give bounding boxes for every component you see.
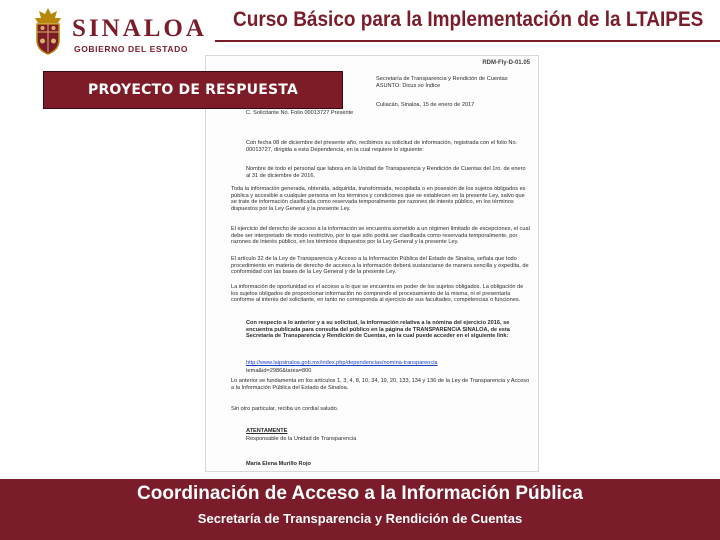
signature-label: ATENTAMENTE xyxy=(246,428,288,434)
state-shield-icon xyxy=(33,6,63,56)
footer-subtitle: Secretaría de Transparencia y Rendición de Cuentas xyxy=(197,511,523,526)
logo-name: SINALOA xyxy=(72,15,207,42)
document-paragraph-1: Con fecha 08 de diciembre del presente año, recibimos su solicitud de información, registrada con el folio No. 00013727, dirigida a esta Dependencia, en la cual requiere lo siguiente: xyxy=(246,140,518,153)
document-paragraph-8: Lo anterior se fundamenta en los artículos 1, 3, 4, 8, 10, 34, 19, 20, 133, 134 y 136 de la Ley de Transparencia y Acceso a la Información Pública del Estado de Sinaloa. xyxy=(231,378,530,391)
signature-role: Responsable de la Unidad de Transparencia xyxy=(246,436,357,442)
document-date: Culiacán, Sinaloa, 15 de enero de 2017 xyxy=(376,102,475,108)
document-paragraph-5: El artículo 32 de la Ley de Transparencia y Acceso a la Información Pública del Estado de Sinaloa, señala que todo procedimiento en materia de derecho de acceso a la información deberá sustanciarse de manera sencilla y expedita, de conformidad con las bases de la Ley General y de la presente Ley. xyxy=(231,256,529,276)
document-paragraph-3: Toda la información generada, obtenida, adquirida, transformada, recopilada o en posesión de los sujetos obligados es pública y accesible a cualquier persona en los términos y condiciones que se establecen en la presente Ley, salvo que se trate de información clasificada como reservada temporalmente por razones de interés público, en los términos dispuestos por la Ley General y la presente Ley. xyxy=(231,186,526,212)
document-paragraph-6: La información de oportunidad es el acceso a lo que se encuentra en poder de los sujetos obligados. La obligación de los sujetos obligados de proporcionar información no comprende el procesamiento de la misma, ni el presentarla conforme al interés del solicitante, en tanto no corresponda al ejercicio de sus facultades, competencias o funciones. xyxy=(231,284,524,304)
document-addressee: C. Solicitante No. Folio 00013727 Presente xyxy=(246,110,354,116)
document-paragraph-2: Nombre de todo el personal que labora en la Unidad de Transparencia y Rendición de Cuentas del 1ro. de enero al 31 de diciembre de 2016. xyxy=(246,166,526,179)
sinaloa-logo xyxy=(30,6,207,60)
document-reference: RDM-Fly-D-01.05 xyxy=(482,60,530,66)
document-link-tail: tema&id=2986&tarea=800 xyxy=(246,368,312,374)
footer-title: Coordinación de Acceso a la Información Pública xyxy=(137,483,583,504)
document-paragraph-9: Sin otro particular, reciba un cordial saludo. xyxy=(231,406,339,412)
response-document xyxy=(205,55,539,472)
project-response-label: PROYECTO DE RESPUESTA xyxy=(43,71,343,109)
header-divider xyxy=(215,40,720,42)
document-paragraph-7: Con respecto a lo anterior y a su solicitud, la información relativa a la nómina del ejercicio 2016, se encuentra publicada para consulta del público en la página de TRANSPARENCIA SINALOA, de esta Secretaría de Transparencia y Rendición de Cuentas, en la cual puede acceder en el siguiente link: xyxy=(246,320,510,340)
logo-subtitle: GOBIERNO DEL ESTADO xyxy=(74,44,189,54)
document-link[interactable]: http://www.laipsinaloa.gob.mx/index.php/dependencias/nomina-transparencia xyxy=(246,360,438,366)
course-title: Curso Básico para la Implementación de la LTAIPES xyxy=(233,8,704,31)
signature-name: María Elena Murillo Rojo xyxy=(246,461,311,467)
footer-banner xyxy=(0,479,720,540)
document-heading-block: Secretaría de Transparencia y Rendición de Cuentas ASUNTO: Dicus so Índice xyxy=(376,76,508,89)
document-paragraph-4: El ejercicio del derecho de acceso a la información se encuentra sometido a un régimen limitado de excepciones, el cual debe ser interpretado de modo restrictivo, por lo que sólo podrá ser clasificada como reservada temporalmente, por razones de interés público, en los términos dispuestos por la Ley General y la presente Ley. xyxy=(231,226,530,246)
